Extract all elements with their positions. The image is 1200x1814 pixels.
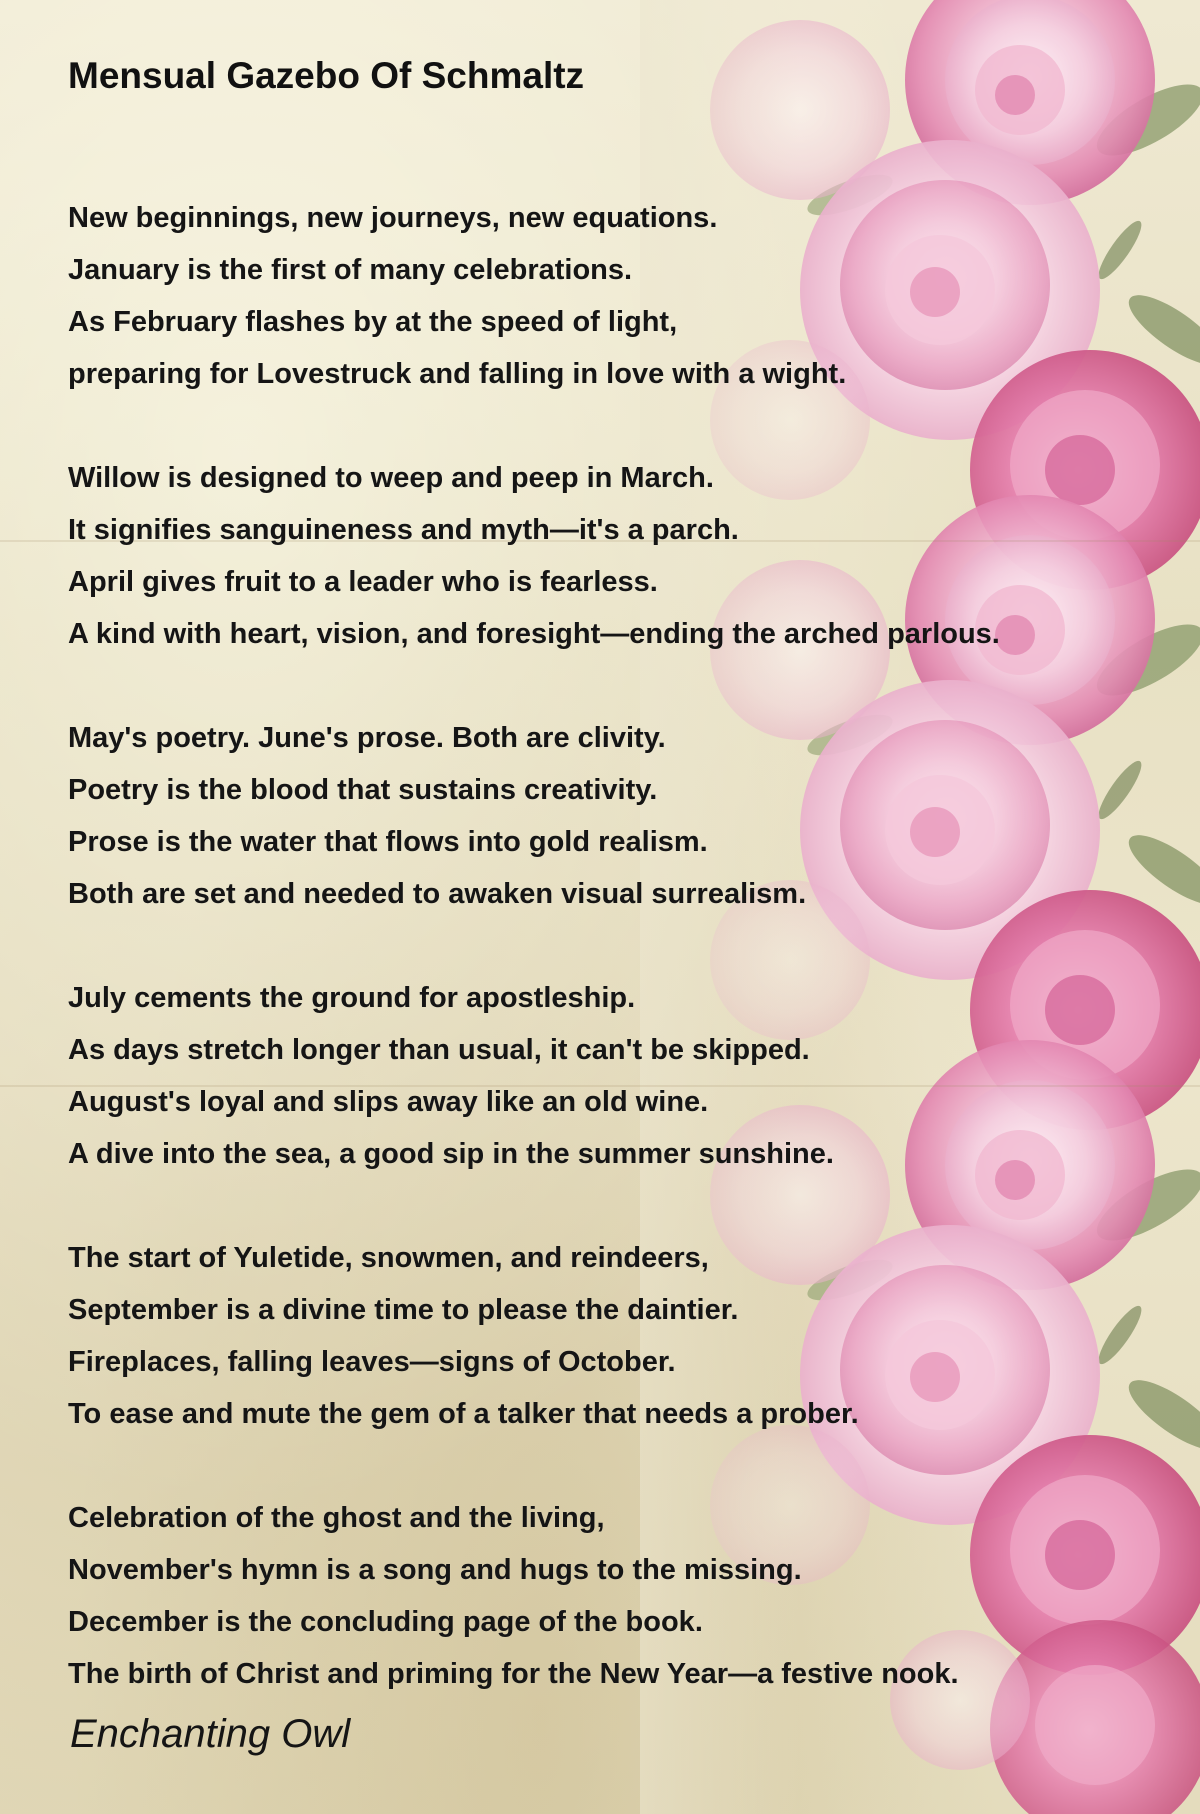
- poem-content: [68, 44, 1168, 1752]
- stanza: [68, 972, 1168, 1180]
- poem-line: preparing for Lovestruck and falling in love with a wight.: [68, 358, 847, 390]
- stanza: [68, 452, 1168, 660]
- poem-line: Poetry is the blood that sustains creativity.: [68, 774, 658, 806]
- poem-line: April gives fruit to a leader who is fearless.: [68, 566, 658, 598]
- stanza: [68, 712, 1168, 920]
- poem-line: January is the first of many celebrations.: [68, 254, 633, 286]
- poem-author: Enchanting Owl: [70, 1712, 351, 1756]
- poem-line: The birth of Christ and priming for the New Year—a festive nook.: [68, 1658, 959, 1690]
- poem-line: August's loyal and slips away like an old wine.: [68, 1086, 709, 1118]
- poem-line: December is the concluding page of the book.: [68, 1606, 703, 1638]
- poem-line: As February flashes by at the speed of light,: [68, 306, 678, 338]
- poem-body: [68, 192, 1168, 1700]
- poem-line: The start of Yuletide, snowmen, and reindeers,: [68, 1242, 709, 1274]
- poem-line: A kind with heart, vision, and foresight—ending the arched parlous.: [68, 618, 1000, 650]
- poem-line: As days stretch longer than usual, it can't be skipped.: [68, 1034, 810, 1066]
- stanza: [68, 1232, 1168, 1440]
- poem-line: Fireplaces, falling leaves—signs of October.: [68, 1346, 676, 1378]
- poem-line: Both are set and needed to awaken visual surrealism.: [68, 878, 807, 910]
- poem-line: November's hymn is a song and hugs to the missing.: [68, 1554, 802, 1586]
- poem-title: Mensual Gazebo Of Schmaltz: [68, 55, 585, 96]
- poem-line: Prose is the water that flows into gold realism.: [68, 826, 708, 858]
- poem-line: May's poetry. June's prose. Both are clivity.: [68, 722, 666, 754]
- poem-line: New beginnings, new journeys, new equations.: [68, 202, 718, 234]
- poem-line: Celebration of the ghost and the living,: [68, 1502, 605, 1534]
- poem-line: July cements the ground for apostleship.: [68, 982, 636, 1014]
- poem-line: Willow is designed to weep and peep in March.: [68, 462, 714, 494]
- stanza: [68, 192, 1168, 400]
- poem-line: It signifies sanguineness and myth—it's a parch.: [68, 514, 739, 546]
- poem-line: September is a divine time to please the daintier.: [68, 1294, 739, 1326]
- stanza: [68, 1492, 1168, 1700]
- poem-line: To ease and mute the gem of a talker that needs a prober.: [68, 1398, 859, 1430]
- poem-line: A dive into the sea, a good sip in the summer sunshine.: [68, 1138, 834, 1170]
